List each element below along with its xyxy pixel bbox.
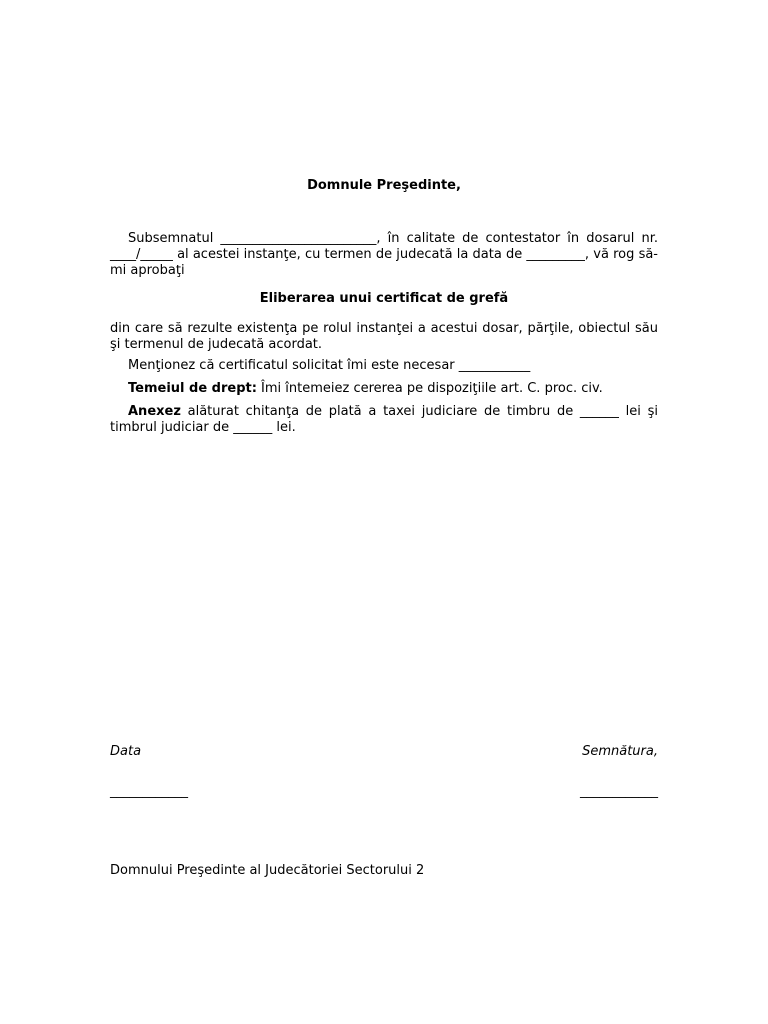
legal-basis-label: Temeiul de drept:	[128, 381, 257, 396]
addressee-line: Domnului Preşedinte al Judecătoriei Sectorului 2	[110, 863, 425, 878]
legal-basis-paragraph	[110, 381, 658, 397]
purpose-paragraph: din care să rezulte existenţa pe rolul instanţei a acestui dosar, părţile, obiectul său şi termenul de judecată acordat.	[110, 321, 658, 352]
document-title: Domnule Preşedinte,	[307, 178, 461, 193]
annex-label: Anexez	[128, 404, 181, 419]
request-paragraph: Subsemnatul ________________________, în calitate de contestator în dosarul nr. ____/_____ al acestei instanţe, cu termen de judecată la data de _________, vă rog să-mi aprobaţi	[110, 231, 658, 278]
signature-label: Semnătura,	[582, 744, 658, 759]
date-label: Data	[110, 744, 142, 759]
request-subject: Eliberarea unui certificat de grefă	[259, 291, 509, 306]
annex-paragraph	[110, 404, 658, 436]
date-blank-line: ____________	[110, 784, 188, 799]
legal-basis-text: Îmi întemeiez cererea pe dispoziţiile art. C. proc. civ.	[256, 381, 603, 396]
signature-blank-line: ____________	[580, 784, 658, 799]
necessity-paragraph: Menţionez că certificatul solicitat îmi este necesar ___________	[128, 358, 531, 373]
annex-text: alăturat chitanţa de plată a taxei judiciare de timbru de ______ lei şi timbrul judiciar de ______ lei.	[110, 404, 658, 435]
